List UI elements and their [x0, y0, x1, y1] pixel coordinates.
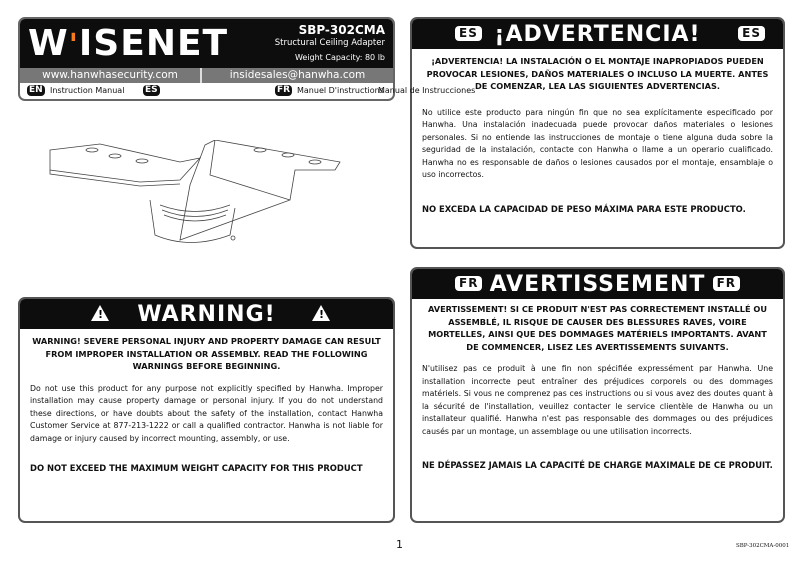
lang-label-es[interactable]: Manual de Instrucciones [378, 86, 476, 95]
warning-triangle-icon-right: ! [312, 305, 330, 321]
email-link[interactable]: insidesales@hanwha.com [229, 69, 366, 81]
english-warning-statement: WARNING! SEVERE PERSONAL INJURY AND PROPERTY DAMAGE CAN RESULT FROM IMPROPER INSTALLATION OR ASSEMBLY. READ THE FOLLOWING WARNINGS BEFORE BEGINNING. [32, 336, 381, 371]
french-warning-panel [410, 267, 785, 523]
document-code: SBP-302CMA-0001 [736, 543, 790, 549]
weight-capacity: Weight Capacity: 80 lb [294, 53, 385, 62]
french-warning-header [412, 269, 783, 299]
spanish-warning-body: No utilice este producto para ningún fin que no sea explícitamente especificado por Hanwha. Una instalación inadecuada puede provocar daños materiales o lesiones personales. Si no entiende las instrucciones de montaje o tiene alguna duda sobre la seguridad de la instalación, contacte con Hanwha o llame a un operario cualificado. Hanwha no es responsable de daños o lesiones causados por el montaje, ensamblaje o uso incorrectos. [422, 107, 773, 179]
lang-label-fr[interactable]: Manuel D'instructions [297, 86, 384, 95]
english-warning-panel [18, 297, 395, 523]
lang-badge-en[interactable]: EN [29, 85, 43, 95]
spanish-warning-statement: ¡ADVERTENCIA! LA INSTALACIÓN O EL MONTAJE INAPROPIADOS PUEDEN PROVOCAR LESIONES, DAÑOS MATERIALES O INCLUSO LA MUERTE. ANTES DE COMENZAR, LEA LAS SIGUIENTES ADVERTENCIAS. [426, 56, 769, 91]
french-warning-statement: AVERTISSEMENT! SI CE PRODUIT N'EST PAS CORRECTEMENT INSTALLÉ OU ASSEMBLÉ, IL RISQUE DE CAUSER DES BLESSURES RAVES, VOIRE MORTELLES, AINSI QUE DES DOMMAGES MATÉRIELS IMPORTANTS. AVANT DE COMMENCER, LISEZ LES AVERTISSEMENTS SUIVANTS. [427, 304, 768, 352]
language-row [20, 83, 393, 99]
spanish-warning-panel [410, 17, 785, 249]
brand-bar [20, 19, 393, 68]
french-warning-title: AVERTISSEMENT [489, 271, 706, 297]
es-badge-left: ES [455, 26, 482, 41]
lang-label-en[interactable]: Instruction Manual [50, 86, 125, 95]
french-warning-body: N'utilisez pas ce produit à une fin non spécifiée expressément par Hanwha. Une installation incorrecte peut entraîner des préjudices corporels ou des dommages matériels. Si vous ne comprenez pas ces instructions ou si vous avez des doutes quant à la sécurité de l'installation, veuillez contacter le service clientèle de Hanwha ou un installateur qualifié. Hanwha n'est pas responsable des dommages ou des préjudices causés par un montage, un assemblage ou une utilisation incorrects. [422, 364, 773, 436]
ceiling-adapter-illustration [40, 140, 355, 250]
product-subtitle: Structural Ceiling Adapter [274, 38, 385, 48]
wisenet-logo: W'ISENET [28, 23, 229, 64]
page-number: 1 [396, 538, 403, 551]
english-warning-header [20, 299, 393, 329]
fr-badge-left: FR [455, 276, 482, 291]
lang-badge-fr[interactable]: FR [277, 85, 291, 95]
model-number: SBP-302CMA [298, 23, 385, 37]
french-weight-limit: NE DÉPASSEZ JAMAIS LA CAPACITÉ DE CHARGE MAXIMALE DE CE PRODUIT. [422, 460, 773, 470]
warning-triangle-icon-left: ! [91, 305, 109, 321]
english-warning-title: WARNING! [137, 301, 276, 327]
lang-badge-es[interactable]: ES [145, 85, 158, 95]
website-link[interactable]: www.hanwhasecurity.com [20, 68, 202, 83]
es-badge-right: ES [738, 26, 765, 41]
spanish-warning-header [412, 19, 783, 49]
spanish-warning-title: ¡ADVERTENCIA! [494, 21, 701, 47]
fr-badge-right: FR [713, 276, 740, 291]
header-box [18, 17, 395, 101]
spanish-weight-limit: NO EXCEDA LA CAPACIDAD DE PESO MÁXIMA PARA ESTE PRODUCTO. [422, 203, 746, 214]
english-warning-body: Do not use this product for any purpose not explicitly specified by Hanwha. Improper installation may cause property damage or personal injury. If you do not understand these directions, or have doubts about the safety of the installation, contact Hanwha Customer Service at 877-213-1222 or call a qualified contractor. Hanwha is not liable for damage or injury caused by incorrect mounting, assembly, or use. [30, 383, 383, 443]
english-weight-limit: DO NOT EXCEED THE MAXIMUM WEIGHT CAPACITY FOR THIS PRODUCT [30, 463, 363, 473]
contact-bar [20, 68, 393, 83]
